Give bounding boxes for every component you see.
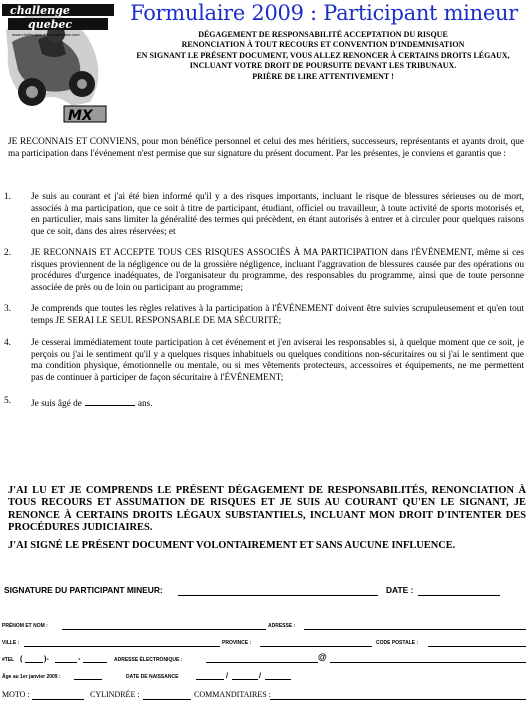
province-label: PROVINCE : xyxy=(222,640,252,646)
postal-code-field[interactable] xyxy=(428,646,526,647)
item-number: 4. xyxy=(4,338,11,348)
province-field[interactable] xyxy=(260,646,372,647)
disclaimer-line: DÉGAGEMENT DE RESPONSABILITÉ ACCEPTATION DU RISQUE xyxy=(198,30,448,39)
challenge-quebec-logo xyxy=(2,2,114,124)
disclaimer-line: RENONCIATION À TOUT RECOURS ET CONVENTION D'INDEMNISATION xyxy=(181,40,465,50)
sponsors-field[interactable] xyxy=(270,699,526,700)
item-text: JE RECONNAIS ET ACCEPTE TOUS CES RISQUES ASSOCIÉS À MA PARTICIPATION dans l'ÉVÉNEMENT, même si ces risques proviennent de la négligence ou de la grossière négligence, incluant l'aggravation de blessures causée par des opérations ou procédures d'urgence inadéquates, de l'organisateur du programme, des responsables du programme, ainsi que de toute personne associée de près ou de loin ou participant au programme; xyxy=(31,248,524,293)
date-slash: / xyxy=(226,671,228,680)
name-field[interactable] xyxy=(62,629,266,630)
svg-text:challenge: challenge xyxy=(10,4,70,17)
signature-label: SIGNATURE DU PARTICIPANT MINEUR: xyxy=(4,585,163,595)
date-field[interactable] xyxy=(418,595,500,596)
birth-date-label: DATE DE NAISSANCE xyxy=(126,674,179,680)
cylinder-field[interactable] xyxy=(143,699,191,700)
moto-field[interactable] xyxy=(32,699,84,700)
item-number: 5. xyxy=(4,396,11,406)
disclaimer-line: PRIÈRE DE LIRE ATTENTIVEMENT ! xyxy=(252,71,394,81)
terms-item xyxy=(4,192,524,238)
sponsors-label: COMMANDITAIRES : xyxy=(194,690,271,699)
phone-prefix-field[interactable] xyxy=(55,662,77,663)
birth-year-field[interactable] xyxy=(265,679,291,680)
date-slash: / xyxy=(259,671,261,680)
moto-label: MOTO : xyxy=(2,690,30,699)
item-number: 2. xyxy=(4,248,11,258)
cylinder-label: CYLINDRÉE : xyxy=(90,690,140,699)
terms-item xyxy=(4,248,524,294)
intro-paragraph: JE RECONNAIS ET CONVIENS, pour mon bénéfice personnel et celui des mes héritiers, successeurs, représentants et ayants droit, que ma participation dans l'événement n'est permise que sur signature du présent document. Par les présentes, je conviens et garantis que : xyxy=(8,137,524,160)
terms-list xyxy=(4,192,524,420)
email-at-sign: @ xyxy=(318,652,327,662)
item-number: 3. xyxy=(4,304,11,314)
phone-number-field[interactable] xyxy=(83,662,107,663)
address-label: ADRESSE : xyxy=(268,623,296,629)
email-user-field[interactable] xyxy=(206,662,318,663)
name-label: PRÉNOM ET NOM : xyxy=(2,623,48,629)
age-jan1-label: Âge au 1er janvier 2009 : xyxy=(2,674,61,680)
svg-text:quebec: quebec xyxy=(28,18,73,31)
disclaimer-line: EN SIGNANT LE PRÉSENT DOCUMENT, VOUS ALLEZ RENONCER À CERTAINS DROITS LÉGAUX, xyxy=(136,50,510,60)
address-field[interactable] xyxy=(304,629,526,630)
city-label: VILLE : xyxy=(2,640,20,646)
phone-label: #TEL xyxy=(2,657,15,663)
signature-field[interactable] xyxy=(178,595,378,596)
phone-area-close: )- xyxy=(44,654,49,663)
phone-area-open: ( xyxy=(20,654,23,663)
postal-code-label: CODE POSTALE : xyxy=(376,640,419,646)
disclaimer-heading xyxy=(118,30,528,82)
age-unit: ans. xyxy=(137,399,153,409)
email-domain-field[interactable] xyxy=(330,662,526,663)
age-jan1-field[interactable] xyxy=(74,679,102,680)
birth-day-field[interactable] xyxy=(196,679,224,680)
svg-text:MX: MX xyxy=(68,108,93,124)
item-number: 1. xyxy=(4,192,11,202)
city-field[interactable] xyxy=(24,646,220,647)
phone-dash: - xyxy=(78,654,81,663)
acknowledgement-paragraph: J'AI LU ET JE COMPRENDS LE PRÉSENT DÉGAGEMENT DE RESPONSABILITÉS, RENONCIATION À TOUS RECOURS ET ASSUMATION DE RISQUES ET JE SUIS AU COURANT QU'EN LE SIGNANT, JE RENONCE À CERTAINS DROITS LÉGAUX SUBSTANTIELS, INCLUANT MON DROIT D'INTENTER DES PROCÉDURES JUDICIAIRES. xyxy=(8,485,526,534)
svg-text:www.challengequebecmotocross.c: www.challengequebecmotocross.com xyxy=(12,33,80,37)
date-label: DATE : xyxy=(386,585,414,595)
item-text: Je comprends que toutes les règles relatives à la participation à l'ÉVÉNEMENT doivent être suivies scrupuleusement et qu'en tout temps JE SERAI LE SEUL RESPONSABLE DE MA SÉCURITÉ; xyxy=(31,304,524,326)
terms-item xyxy=(4,304,524,327)
birth-month-field[interactable] xyxy=(232,679,258,680)
terms-item xyxy=(4,338,524,384)
age-field[interactable] xyxy=(85,396,135,406)
age-label: Je suis âgé de xyxy=(31,399,82,409)
email-label: ADRESSE ÉLECTRONIQUE : xyxy=(114,657,183,663)
form-title: Formulaire 2009 : Participant mineur xyxy=(130,1,518,25)
item-text: Je cesserai immédiatement toute participation à cet événement et j'en aviserai les responsables si, à quelque moment que ce soit, je perçois ou j'ai le sentiment qu'il y a quelques risques inhabituels ou quelques conditions non-sécuritaires ou si j'ai le sentiment que ma condition physique, émotionnelle ou mentale, ou si mes vêtements protecteurs, accessoires et équipements, ne me permettent pas de continuer à participer de façon sécuritaire à l'ÉVÉNEMENT; xyxy=(31,338,524,383)
signed-statement: J'AI SIGNÉ LE PRÉSENT DOCUMENT VOLONTAIREMENT ET SANS AUCUNE INFLUENCE. xyxy=(8,540,456,551)
disclaimer-line: INCLUANT VOTRE DROIT DE POURSUITE DEVANT LES TRIBUNAUX. xyxy=(189,61,457,71)
phone-area-field[interactable] xyxy=(25,662,43,663)
age-item xyxy=(4,396,524,411)
item-text: Je suis au courant et j'ai été bien informé qu'il y a des risques importants, incluant le risque de blessures sérieuses ou de mort, associés à ma participation, que ce soit à titre de participant, étudiant, officiel ou travailleur, à toute activité de sports motorisés et, en particulier, mais sans limiter la généralité des termes qui précèdent, en étant autorisés à entrer et à circuler pour quelques raisons que ce soit, dans des aires réservées; et xyxy=(31,192,524,237)
